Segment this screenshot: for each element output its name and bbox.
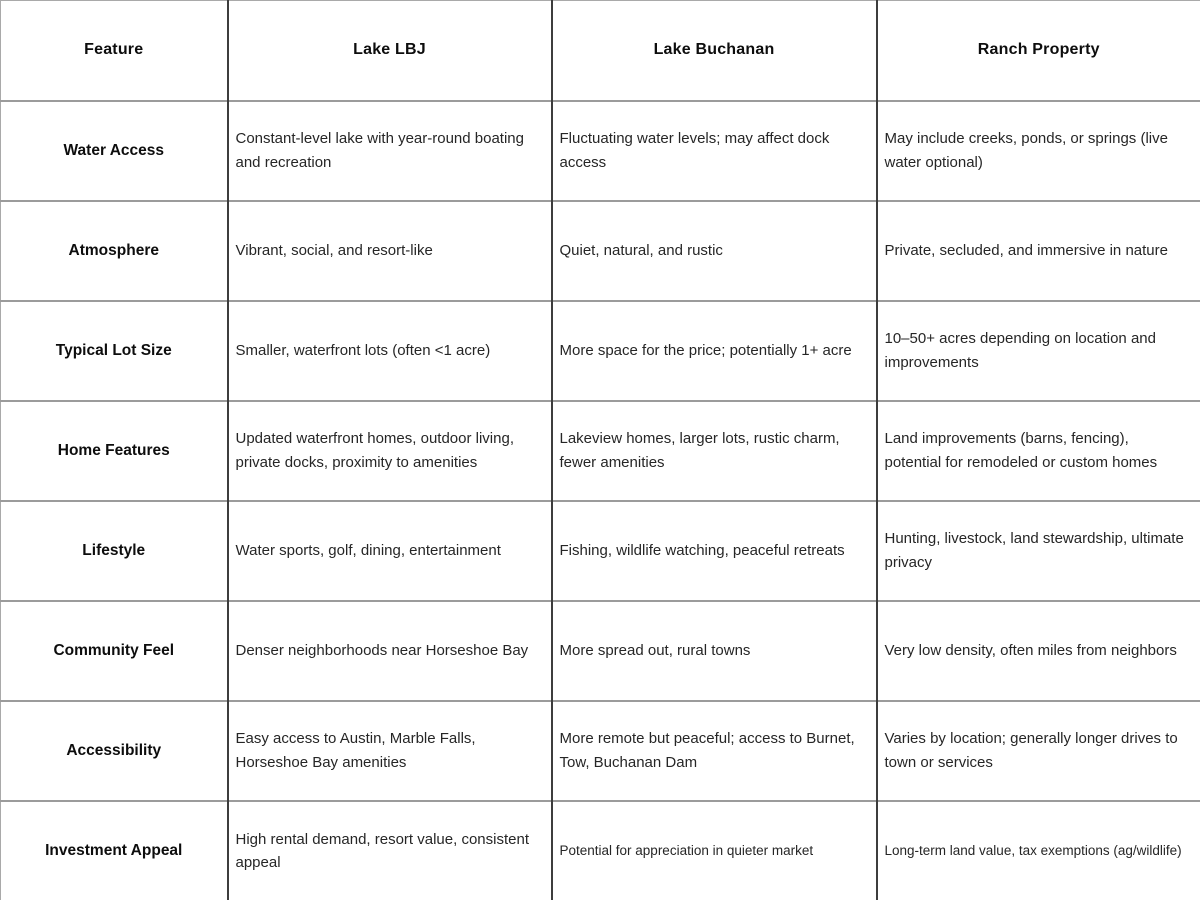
ranch-property-cell: Very low density, often miles from neighbors bbox=[877, 601, 1200, 701]
ranch-property-cell: Land improvements (barns, fencing), potential for remodeled or custom homes bbox=[877, 401, 1200, 501]
feature-label: Water Access bbox=[1, 101, 228, 201]
lake-buchanan-cell: Quiet, natural, and rustic bbox=[552, 201, 877, 301]
lake-lbj-cell: Smaller, waterfront lots (often <1 acre) bbox=[228, 301, 552, 401]
lake-buchanan-cell: Lakeview homes, larger lots, rustic charm, fewer amenities bbox=[552, 401, 877, 501]
lake-buchanan-cell: More remote but peaceful; access to Burnet, Tow, Buchanan Dam bbox=[552, 701, 877, 801]
lake-buchanan-cell: More space for the price; potentially 1+ acre bbox=[552, 301, 877, 401]
header-row bbox=[1, 1, 1200, 101]
lake-lbj-cell: Water sports, golf, dining, entertainment bbox=[228, 501, 552, 601]
lake-buchanan-cell: Fishing, wildlife watching, peaceful retreats bbox=[552, 501, 877, 601]
feature-label: Lifestyle bbox=[1, 501, 228, 601]
lake-buchanan-cell: Potential for appreciation in quieter market bbox=[552, 801, 877, 900]
lake-lbj-cell: Vibrant, social, and resort-like bbox=[228, 201, 552, 301]
lake-lbj-cell: Easy access to Austin, Marble Falls, Horseshoe Bay amenities bbox=[228, 701, 552, 801]
column-header-lake-lbj: Lake LBJ bbox=[228, 1, 552, 101]
column-header-ranch-property: Ranch Property bbox=[877, 1, 1200, 101]
table-row bbox=[1, 501, 1200, 601]
column-header-lake-buchanan: Lake Buchanan bbox=[552, 1, 877, 101]
table-row bbox=[1, 701, 1200, 801]
ranch-property-cell: Varies by location; generally longer drives to town or services bbox=[877, 701, 1200, 801]
feature-label: Typical Lot Size bbox=[1, 301, 228, 401]
feature-label: Accessibility bbox=[1, 701, 228, 801]
table-row bbox=[1, 101, 1200, 201]
lake-lbj-cell: Constant-level lake with year-round boating and recreation bbox=[228, 101, 552, 201]
feature-label: Community Feel bbox=[1, 601, 228, 701]
lake-buchanan-cell: More spread out, rural towns bbox=[552, 601, 877, 701]
feature-label: Home Features bbox=[1, 401, 228, 501]
table-row bbox=[1, 801, 1200, 900]
table-row bbox=[1, 301, 1200, 401]
ranch-property-cell: Long-term land value, tax exemptions (ag/wildlife) bbox=[877, 801, 1200, 900]
ranch-property-cell: Private, secluded, and immersive in nature bbox=[877, 201, 1200, 301]
lake-lbj-cell: High rental demand, resort value, consistent appeal bbox=[228, 801, 552, 900]
table-row bbox=[1, 201, 1200, 301]
ranch-property-cell: Hunting, livestock, land stewardship, ultimate privacy bbox=[877, 501, 1200, 601]
feature-label: Atmosphere bbox=[1, 201, 228, 301]
column-header-feature: Feature bbox=[84, 41, 144, 59]
table-row bbox=[1, 601, 1200, 701]
ranch-property-cell: 10–50+ acres depending on location and improvements bbox=[877, 301, 1200, 401]
ranch-property-cell: May include creeks, ponds, or springs (live water optional) bbox=[877, 101, 1200, 201]
lake-lbj-cell: Denser neighborhoods near Horseshoe Bay bbox=[228, 601, 552, 701]
lake-buchanan-cell: Fluctuating water levels; may affect dock access bbox=[552, 101, 877, 201]
lake-lbj-cell: Updated waterfront homes, outdoor living, private docks, proximity to amenities bbox=[228, 401, 552, 501]
feature-label: Investment Appeal bbox=[1, 801, 228, 900]
table-row bbox=[1, 401, 1200, 501]
